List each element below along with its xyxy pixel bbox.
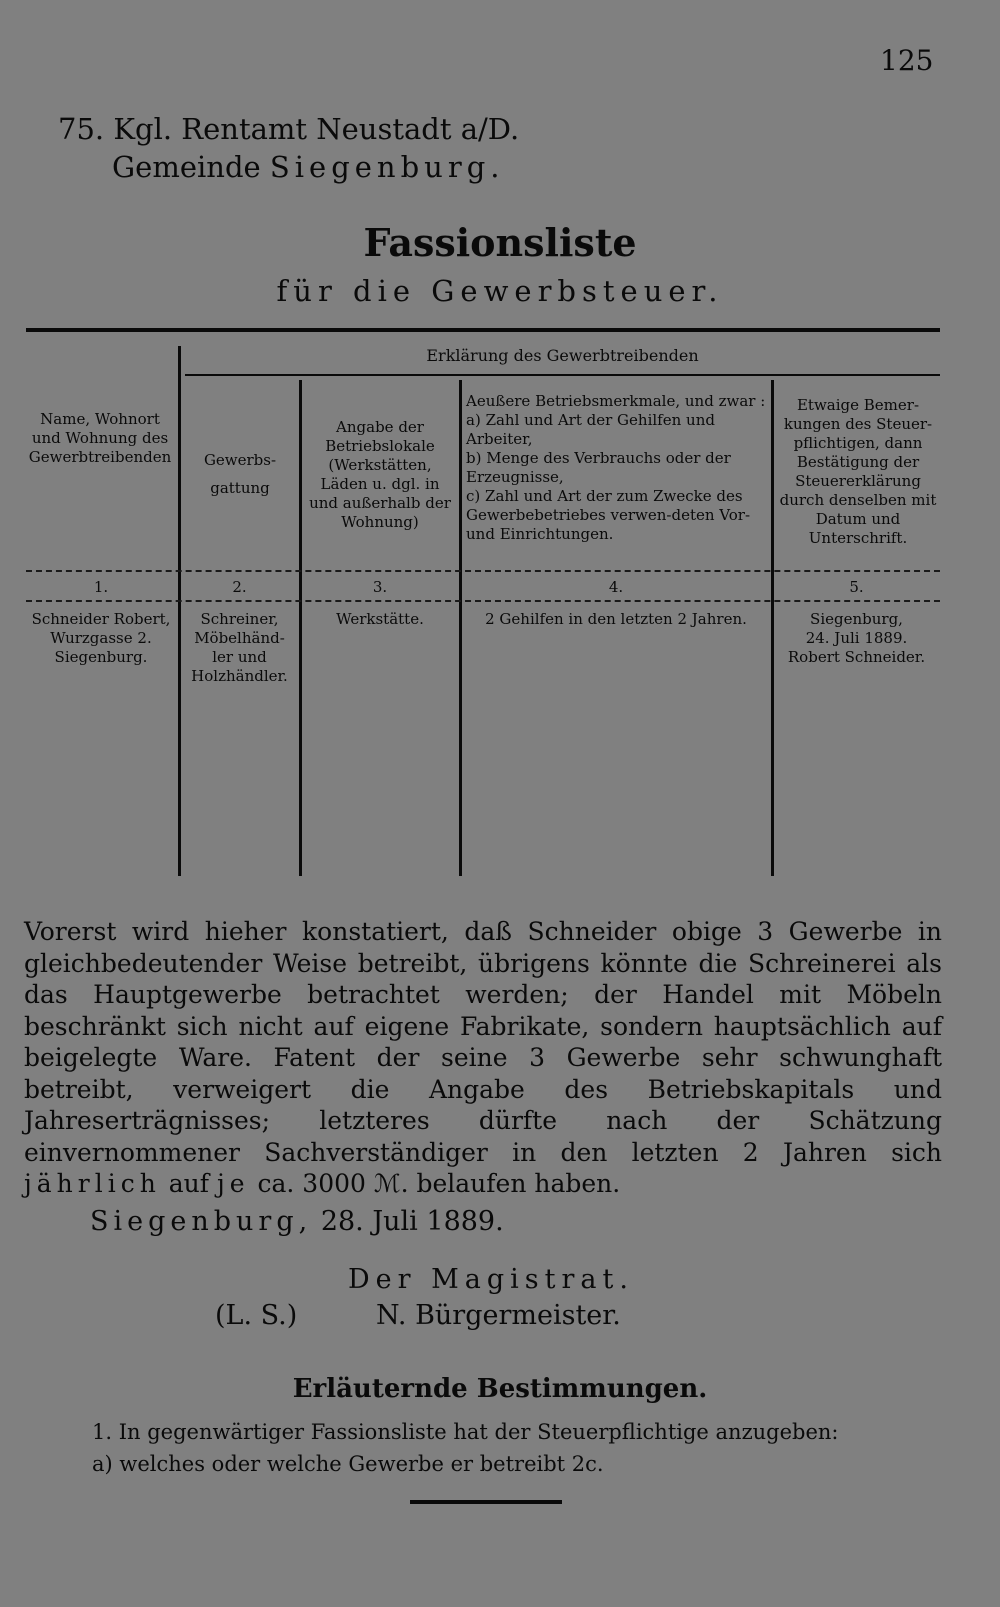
paragraph-emphasis: je [216, 1169, 250, 1198]
entry-gattung-line: Schreiner, [200, 610, 279, 628]
office-heading: 75. Kgl. Rentamt Neustadt a/D. [58, 112, 520, 146]
municipality-label: Gemeinde [112, 150, 261, 184]
municipality-name: Siegenburg. [269, 150, 505, 184]
entry-name [24, 610, 178, 667]
column-number-1: 1. [93, 578, 109, 596]
group-header-rule [185, 374, 940, 376]
body-paragraph [24, 916, 942, 1200]
group-header: Erklärung des Gewerbtreibenden [426, 346, 699, 365]
paragraph-text: Vorerst wird hieher konstatiert, daß Schneider obige 3 Gewerbe in gleichbedeutender Weise betreibt, übrigens könnte die Schreinerei als das Hauptgewerbe betrachtet werden; der Handel mit Möbeln beschränkt sich nicht auf eigene Fabrikate, sondern hauptsächlich auf beigelegte Ware. Fatent der seine 3 Gewerbe sehr schwunghaft betreibt, verweigert die Angabe des Betriebskapitals und Jahreserträgnisses; letzteres dürfte nach der Schätzung einvernommener Sachverständiger in den letzten 2 Jahren sich [24, 917, 942, 1167]
column-number-2: 2. [232, 578, 247, 596]
column-header-gattung: Gewerbs-gattung [203, 451, 277, 497]
place-date [90, 1206, 504, 1237]
entry-lokale: Werkstätte. [336, 610, 424, 628]
document-title: Fassionsliste [363, 220, 637, 265]
entry-name-line: Siegenburg. [54, 648, 148, 666]
column-header-merkmale [466, 392, 766, 544]
table-divider-4 [771, 380, 774, 876]
table-divider-2 [299, 380, 302, 876]
entry-merkmale: 2 Gehilfen in den letzten 2 Jahren. [485, 610, 747, 628]
entry-bemerkung [775, 610, 938, 667]
entry-gattung-line: ler und [212, 648, 267, 666]
authority-signature: Der Magistrat. [348, 1264, 634, 1295]
entry-bemerkung-line: Siegenburg, [810, 610, 903, 628]
entry-gattung-line: Möbelhänd- [194, 629, 285, 647]
entry-bemerkung-line: Robert Schneider. [787, 648, 926, 666]
merkmale-item-b: b) Menge des Verbrauchs oder der Erzeugnisse, [466, 449, 731, 486]
header-separator-rule [26, 570, 940, 572]
entry-bemerkung-line: 24. Juli 1889. [805, 629, 908, 647]
entry-name-line: Wurzgasse 2. [50, 629, 152, 647]
merkmale-intro: Aeußere Betriebsmerkmale, und zwar : [466, 392, 766, 410]
column-number-4: 4. [608, 578, 624, 596]
seal-mark: (L. S.) [215, 1300, 298, 1331]
note-item: a) welches oder welche Gewerbe er betreibt 2c. [92, 1452, 604, 1476]
entry-name-line: Schneider Robert, [31, 610, 171, 628]
document-subtitle: für die Gewerbsteuer. [276, 274, 724, 308]
page-number: 125 [880, 44, 934, 77]
column-header-lokale: Angabe der Betriebslokale (Werkstätten, Läden u. dgl. in und außerhalb der Wohnung) [309, 418, 451, 531]
paragraph-text: auf [168, 1169, 210, 1198]
closing-rule [410, 1500, 562, 1504]
note-item: 1. In gegenwärtiger Fassionsliste hat der Steuerpflichtige anzugeben: [92, 1420, 839, 1444]
column-header-name: Name, Wohnort und Wohnung des Gewerbtreibenden [28, 410, 172, 466]
table-divider-3 [459, 380, 462, 876]
column-number-5: 5. [849, 578, 864, 596]
table-top-rule [26, 328, 940, 332]
merkmale-item-c: c) Zahl und Art der zum Zwecke des Gewerbebetriebes verwen-deten Vor- und Einrichtungen. [466, 487, 751, 543]
notes-title: Erläuternde Bestimmungen. [292, 1374, 708, 1404]
entry-gattung [182, 610, 297, 686]
column-number-3: 3. [372, 578, 388, 596]
table-divider-1 [178, 346, 181, 876]
column-header-bemerkungen: Etwaige Bemer-kungen des Steuer-pflichtigen, dann Bestätigung der Steuererklärung durch denselben mit Datum und Unterschrift. [779, 396, 937, 547]
place-name: Siegenburg, [90, 1206, 313, 1237]
paragraph-text: ca. 3000 ℳ. belaufen haben. [257, 1169, 621, 1198]
entry-gattung-line: Holzhändler. [191, 667, 288, 685]
municipality-heading [112, 150, 504, 184]
merkmale-item-a: a) Zahl und Art der Gehilfen und Arbeiter, [466, 411, 715, 448]
mayor-signature: N. Bürgermeister. [376, 1300, 621, 1331]
date: 28. Juli 1889. [320, 1206, 504, 1237]
number-separator-rule [26, 600, 940, 602]
paragraph-emphasis: jährlich [24, 1169, 161, 1198]
